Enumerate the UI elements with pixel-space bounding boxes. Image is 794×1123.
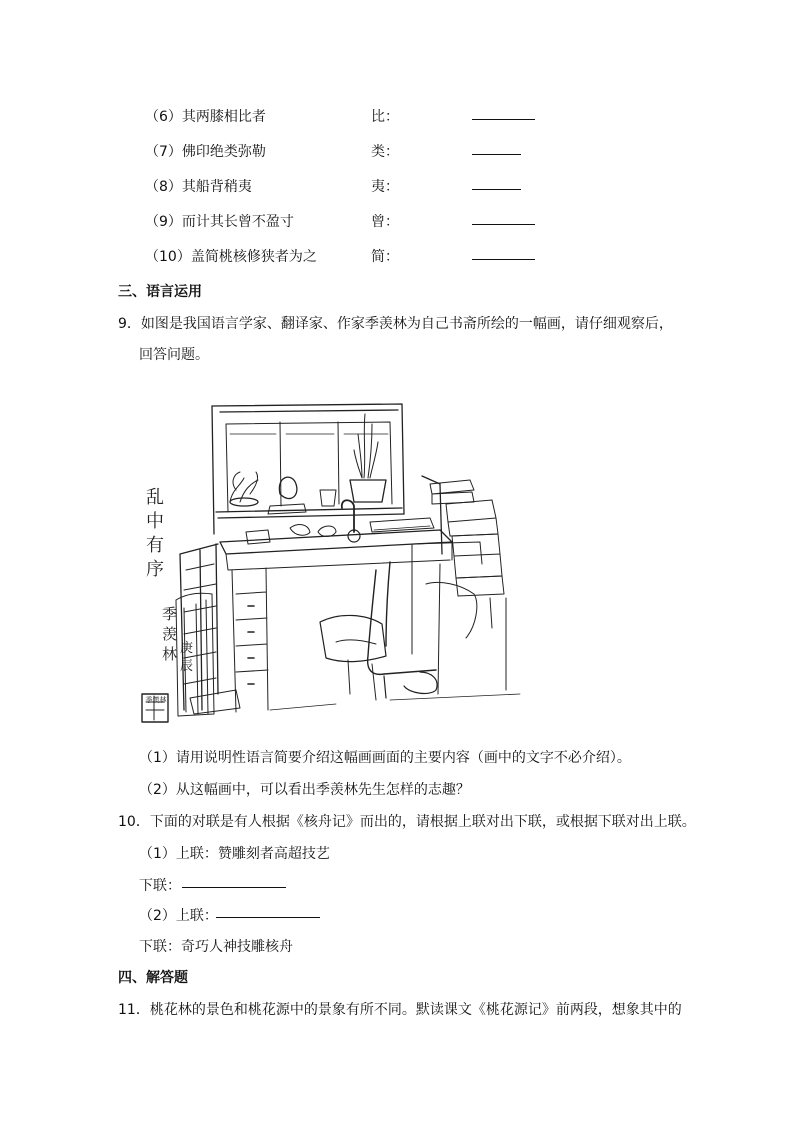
vocab-char: 曾：	[371, 214, 399, 230]
answer-blank[interactable]	[216, 903, 320, 922]
drawing-signature: 季羡林	[162, 605, 178, 663]
study-drawing	[140, 394, 522, 732]
answer-blank[interactable]	[472, 210, 535, 229]
drawing-seal: 季羡林	[145, 696, 167, 704]
question-10-sub-2-upper-label: （2）上联：	[139, 908, 218, 924]
question-11-stem: 11．桃花林的景色和桃花源中的景象有所不同。默读课文《桃花源记》前两段，想象其中的	[118, 1002, 682, 1018]
answer-blank[interactable]	[472, 105, 535, 124]
vocab-phrase: （10）盖简桃核修狭者为之	[145, 249, 317, 265]
question-9-stem-cont: 回答问题。	[139, 347, 209, 363]
drawing-inscription: 乱中有序	[146, 487, 164, 580]
question-9-stem: 9．如图是我国语言学家、翻译家、作家季羡林为自己书斋所绘的一幅画，请仔细观察后，	[118, 316, 673, 332]
question-10-stem: 10．下面的对联是有人根据《核舟记》而出的，请根据上联对出下联，或根据下联对出上联。	[118, 814, 696, 830]
question-10-sub-1-lower-label: 下联：	[139, 878, 181, 894]
question-9-sub-2: （2）从这幅画中，可以看出季羡林先生怎样的志趣？	[139, 782, 470, 798]
vocab-phrase: （8）其船背稍夷	[145, 179, 252, 195]
vocab-phrase: （6）其两膝相比者	[145, 109, 266, 125]
vocab-char: 比：	[371, 109, 399, 125]
question-10-sub-1-upper: （1）上联：赞雕刻者高超技艺	[139, 846, 330, 862]
answer-blank[interactable]	[182, 873, 286, 892]
section-title: 三、语言运用	[118, 284, 202, 300]
vocab-char: 夷：	[371, 179, 399, 195]
vocab-phrase: （7）佛印绝类弥勒	[145, 144, 266, 160]
question-10-sub-2-lower: 下联：奇巧人神技雕核舟	[139, 939, 293, 955]
vocab-char: 类：	[371, 144, 399, 160]
question-9-sub-1: （1）请用说明性语言简要介绍这幅画画面的主要内容（画中的文字不必介绍）。	[139, 750, 631, 766]
section-title: 四、解答题	[118, 970, 188, 986]
answer-blank[interactable]	[472, 245, 535, 264]
answer-blank[interactable]	[472, 140, 521, 159]
vocab-phrase: （9）而计其长曾不盈寸	[145, 214, 294, 230]
answer-blank[interactable]	[472, 175, 521, 194]
vocab-char: 简：	[371, 249, 399, 265]
drawing-date: 庚辰	[180, 641, 194, 674]
